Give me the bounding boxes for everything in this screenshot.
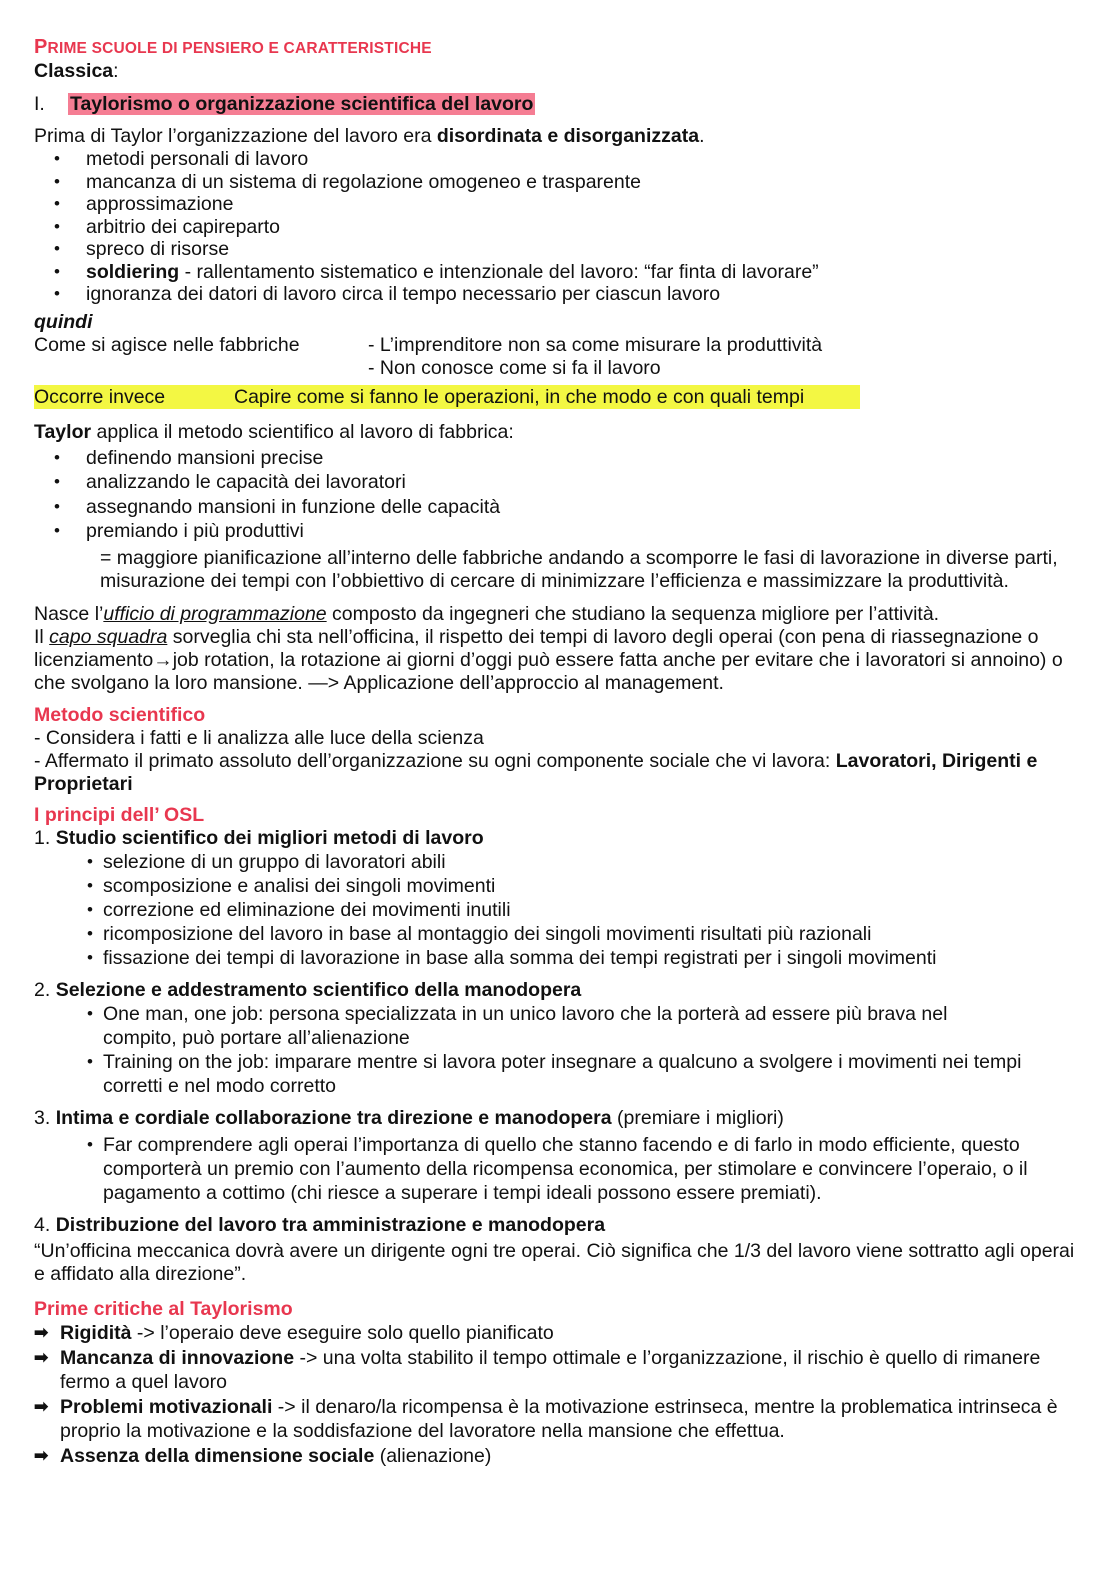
taylor-result: = maggiore pianificazione all’interno delle fabbriche andando a scomporre le fasi di lavorazione in diverse parti, misurazione dei tempi con l’obbiettivo di cercare di minimizzare l’efficienza e massimizzare la produttività. [100, 546, 1058, 592]
occorre-block [34, 385, 860, 409]
classica-label: Classica: [34, 60, 119, 82]
list-item: ➡ Problemi motivazionali -> il denaro/la ricompensa è la motivazione estrinseca, mentre la problematica intrinseca è proprio la motivazione e la soddisfazione del lavoratore nella mansione che effettua. [34, 1395, 1058, 1442]
list-item: ➡ Assenza della dimensione sociale (alienazione) [34, 1444, 492, 1467]
list-item: • approssimazione [34, 193, 1084, 216]
metodo-line: - Affermato il primato assoluto dell’organizzazione su ogni componente sociale che vi lavora: Lavoratori, Dirigenti e Proprietari [34, 749, 1038, 795]
arrow-icon: ➡ [34, 1396, 49, 1416]
page-title: PRIME SCUOLE DI PENSIERO E CARATTERISTICHE [34, 36, 432, 58]
principle-list [34, 850, 1084, 970]
factories-block [34, 334, 1084, 380]
list-item: • One man, one job: persona specializzata in un unico lavoro che la porterà ad essere più brava nel compito, può portare all’alienazione [34, 1002, 1034, 1050]
metodo-heading: Metodo scientifico [34, 703, 206, 726]
list-item: • scomposizione e analisi dei singoli movimenti [34, 874, 1084, 898]
list-item: • analizzando le capacità dei lavoratori [34, 470, 1084, 495]
occorre-text: Capire come si fanno le operazioni, in che modo e con quali tempi [234, 385, 805, 408]
intro-paragraph: Prima di Taylor l’organizzazione del lavoro era disordinata e disorganizzata. [34, 125, 705, 147]
capo-paragraph: Il capo squadra sorveglia chi sta nell’officina, il rispetto dei tempi di lavoro degli operai (con pena di riassegnazione o licenziamento→job rotation, la rotazione ai giorni d’oggi può essere fatta anche per evitare che i lavoratori si annoino) o che svolgano la loro mansione. —> Applicazione dell’approccio al management. [34, 625, 1063, 694]
list-item: ➡ Rigidità -> l’operaio deve eseguire solo quello pianificato [34, 1321, 554, 1344]
list-item: • correzione ed eliminazione dei movimenti inutili [34, 898, 1084, 922]
list-item: • arbitrio dei capireparto [34, 216, 1084, 239]
critiche-list [34, 1321, 1084, 1468]
section-heading: I. Taylorismo o organizzazione scientifica del lavoro [34, 93, 534, 115]
document-page [34, 30, 1084, 1469]
list-item: • Training on the job: imparare mentre si lavora poter insegnare a qualcuno a svolgere i movimenti nei tempi corretti e nel modo corretto [34, 1050, 1034, 1098]
factories-label: Come si agisce nelle fabbriche [34, 333, 300, 356]
principi-heading: I principi dell’ OSL [34, 803, 205, 826]
principle-list [34, 1002, 1034, 1098]
factories-line: - L’imprenditore non sa come misurare la produttività [368, 333, 823, 356]
list-item: • Far comprendere agli operai l’importanza di quello che stanno facendo e di farlo in modo efficiente, questo comporterà un premio con l’aumento della ricompensa economica, per stimolare e convincere l’operaio, o il pagamento a cottimo (chi riesce a superare i tempi ideali possono essere premiati). [34, 1133, 1084, 1205]
ufficio-paragraph: Nasce l’ufficio di programmazione composto da ingegneri che studiano la sequenza migliore per l’attività. [34, 602, 940, 625]
list-item: • definendo mansioni precise [34, 446, 1084, 471]
problems-list [34, 148, 1084, 306]
arrow-icon: ➡ [34, 1347, 49, 1367]
principle-list [34, 1133, 1084, 1205]
principle-title: 2. Selezione e addestramento scientifico della manodopera [34, 978, 582, 1001]
principle-quote: “Un’officina meccanica dovrà avere un dirigente ogni tre operai. Ciò significa che 1/3 del lavoro viene sottratto agli operai e affidato alla direzione”. [34, 1239, 1075, 1285]
list-item: • mancanza di un sistema di regolazione omogeneo e trasparente [34, 171, 1084, 194]
taylor-paragraph: Taylor applica il metodo scientifico al lavoro di fabbrica: [34, 420, 514, 443]
arrow-icon: ➡ [34, 1445, 49, 1465]
occorre-label: Occorre invece [34, 385, 166, 408]
list-item: ➡ Mancanza di innovazione -> una volta stabilito il tempo ottimale e l’organizzazione, il rischio è quello di rimanere fermo a quel lavoro [34, 1346, 1041, 1393]
principle-title: 1. Studio scientifico dei migliori metodi di lavoro [34, 826, 484, 849]
list-item: • selezione di un gruppo di lavoratori abili [34, 850, 1084, 874]
arrow-icon: ➡ [34, 1322, 49, 1342]
list-item: • metodi personali di lavoro [34, 148, 1084, 171]
principle-title: 3. Intima e cordiale collaborazione tra direzione e manodopera (premiare i migliori) [34, 1106, 784, 1129]
list-item: • spreco di risorse [34, 238, 1084, 261]
taylor-list [34, 446, 1084, 544]
list-item: • ignoranza dei datori di lavoro circa il tempo necessario per ciascun lavoro [34, 283, 1084, 306]
factories-line: - Non conosce come si fa il lavoro [368, 356, 661, 379]
list-item: • premiando i più produttivi [34, 519, 1084, 544]
critiche-heading: Prime critiche al Taylorismo [34, 1297, 293, 1320]
quindi-label: quindi [34, 310, 93, 333]
principle-title: 4. Distribuzione del lavoro tra amministrazione e manodopera [34, 1213, 606, 1236]
metodo-line: - Considera i fatti e li analizza alle luce della scienza [34, 726, 484, 749]
list-item: • soldiering - rallentamento sistematico e intenzionale del lavoro: “far finta di lavorare” [34, 261, 1084, 284]
list-item: • fissazione dei tempi di lavorazione in base alla somma dei tempi registrati per i singoli movimenti [34, 946, 1084, 970]
list-item: • ricomposizione del lavoro in base al montaggio dei singoli movimenti risultati più razionali [34, 922, 1084, 946]
list-item: • assegnando mansioni in funzione delle capacità [34, 495, 1084, 520]
